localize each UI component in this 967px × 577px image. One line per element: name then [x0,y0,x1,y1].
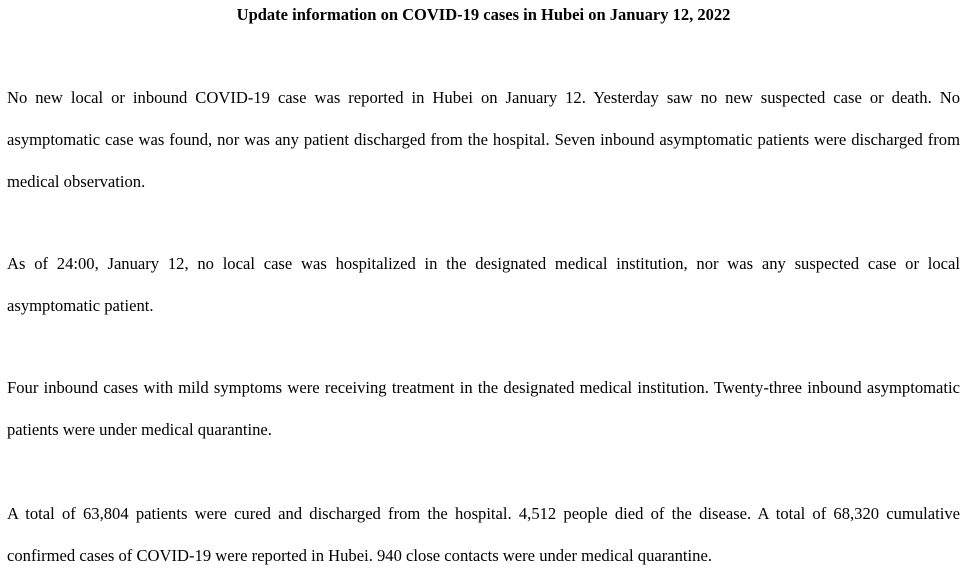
paragraph-hospitalized: As of 24:00, January 12, no local case was hospitalized in the designated medical institution, nor was any suspected case or local asymptomatic patient. [7,254,960,315]
document-title: Update information on COVID-19 cases in Hubei on January 12, 2022 [236,5,731,24]
paragraph-new-cases: No new local or inbound COVID-19 case was reported in Hubei on January 12. Yesterday saw no new suspected case or death. No asymptomatic case was found, nor was any patient discharged from the hospital. Seven inbound asymptomatic patients were discharged from medical observation. [7,88,960,191]
paragraph-cumulative-totals: A total of 63,804 patients were cured and discharged from the hospital. 4,512 people died of the disease. A total of 68,320 cumulative confirmed cases of COVID-19 were reported in Hubei. 940 close contacts were under medical quarantine. [7,504,960,565]
paragraph-inbound-treatment: Four inbound cases with mild symptoms were receiving treatment in the designated medical institution. Twenty-three inbound asymptomatic patients were under medical quarantine. [7,378,960,439]
